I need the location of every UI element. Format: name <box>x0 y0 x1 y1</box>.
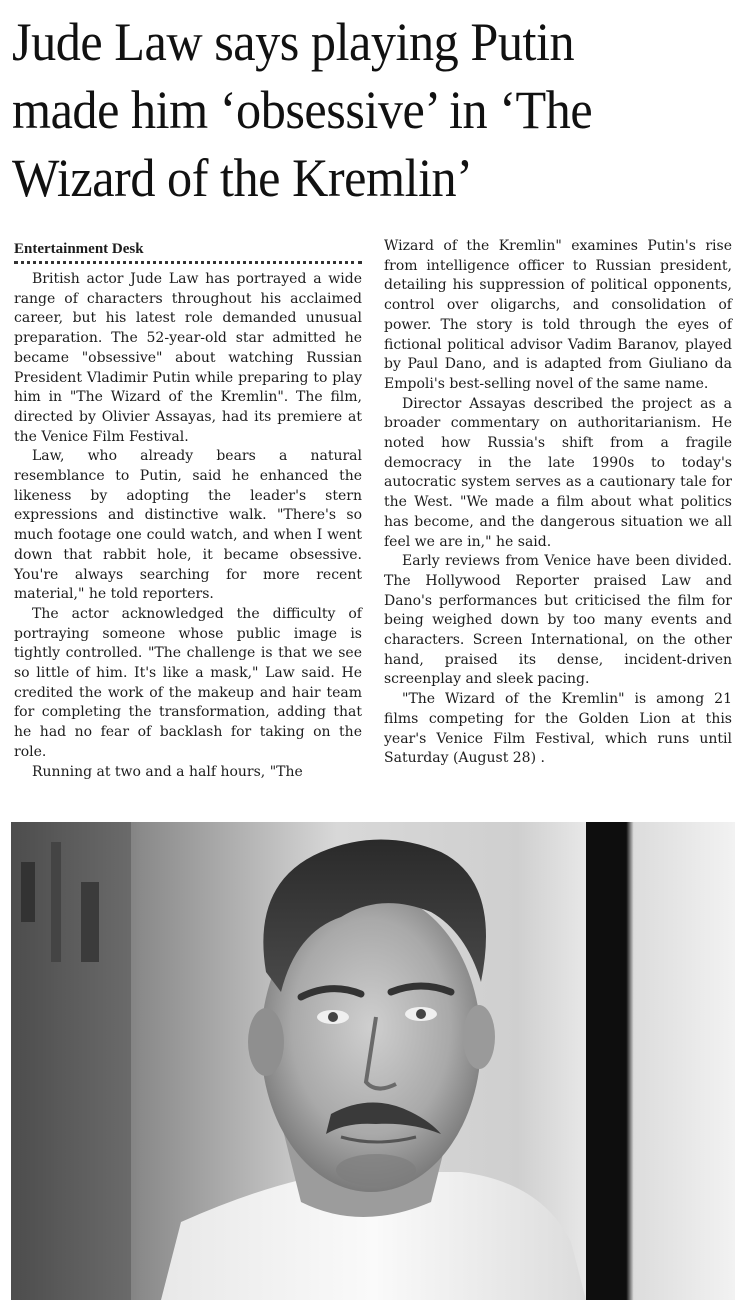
paragraph: "The Wizard of the Kremlin" is among 21 films competing for the Golden Lion at this year's Venice Film Festival, which runs until Saturday (August 28) . <box>384 691 732 767</box>
article-column-left <box>14 240 362 782</box>
portrait-illustration <box>11 822 735 1300</box>
paragraph: Early reviews from Venice have been divided. The Hollywood Reporter praised Law and Dano's performances but criticised the film for being weighed down by too many events and characters. Screen International, on the other hand, praised its dense, incident-driven screenplay and sleek pacing. <box>384 553 732 688</box>
article-photo <box>11 822 735 1300</box>
paragraph: Law, who already bears a natural resemblance to Putin, said he enhanced the likeness by adopting the leader's stern expressions and distinctive walk. "There's so much footage one could watch, and when I went down that rabbit hole, it became obsessive. You're always searching for more recent material," he told reporters. <box>14 448 362 603</box>
paragraph: Running at two and a half hours, "The <box>32 763 303 780</box>
article-column-right <box>384 237 732 769</box>
headline: Jude Law says playing Putin made him ‘obsessive’ in ‘The Wizard of the Kremlin’ <box>12 12 593 208</box>
byline: Entertainment Desk <box>14 240 362 264</box>
paragraph: Director Assayas described the project as a broader commentary on authoritarianism. He noted how Russia's shift from a fragile democracy in the late 1990s to today's autocratic system serves as a cautionary tale for the West. "We made a film about what politics has become, and the dangerous situation we all feel we are in," he said. <box>384 395 732 550</box>
paragraph-continued: Wizard of the Kremlin" examines Putin's rise from intelligence officer to Russian president, detailing his suppression of political opponents, control over oligarchs, and consolidation of power. The story is told through the eyes of fictional political advisor Vadim Baranov, played by Paul Dano, and is adapted from Giuliano da Empoli's best-selling novel of the same name. <box>384 238 732 392</box>
paragraph: British actor Jude Law has portrayed a wide range of characters throughout his acclaimed career, but his latest role demanded unusual preparation. The 52-year-old star admitted he became "obsessive" about watching Russian President Vladimir Putin while preparing to play him in "The Wizard of the Kremlin". The film, directed by Olivier Assayas, had its premiere at the Venice Film Festival. <box>14 271 362 445</box>
paragraph: The actor acknowledged the difficulty of portraying someone whose public image is tightly controlled. "The challenge is that we see so little of him. It's like a mask," Law said. He credited the work of the makeup and hair team for completing the transformation, adding that he had no fear of backlash for taking on the role. <box>14 605 362 760</box>
